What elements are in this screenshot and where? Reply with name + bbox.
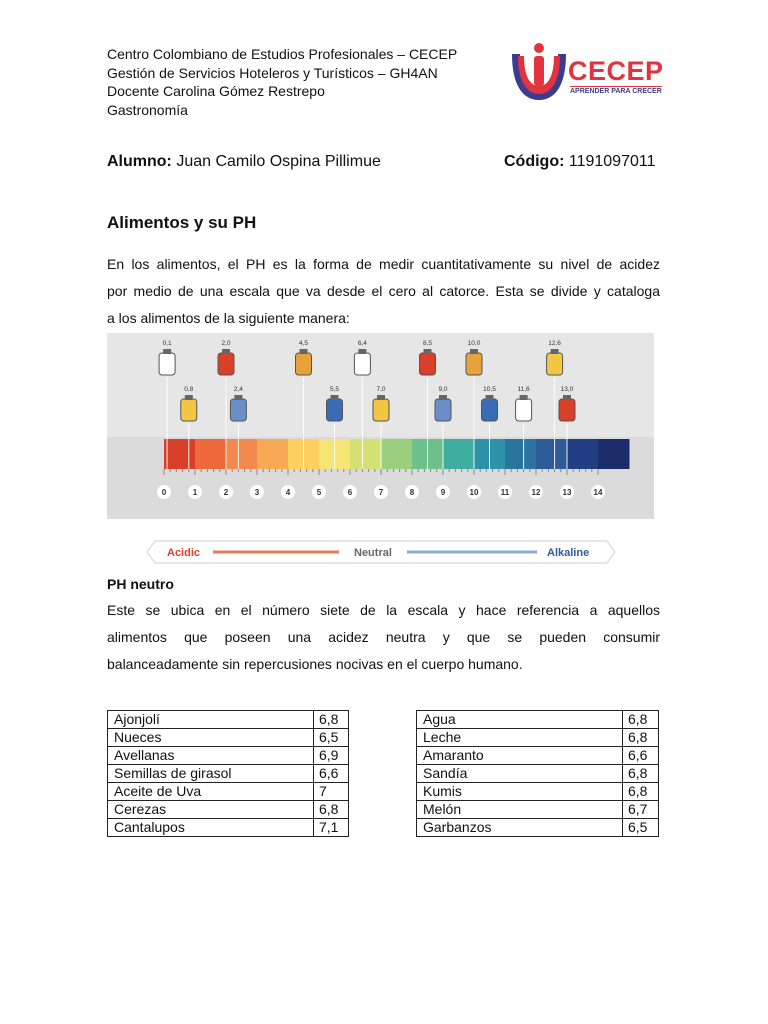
table-row [108, 729, 349, 747]
logo-rule [570, 86, 662, 87]
acid-alkaline-arrow [147, 541, 615, 563]
table-row [108, 819, 349, 837]
ph-value-label: 5,5 [329, 386, 340, 393]
ph-value-label: 10,0 [467, 340, 481, 347]
scale-number: 3 [254, 488, 260, 497]
ph-value-cell: 6,6 [314, 765, 349, 783]
ph-table-right [416, 710, 659, 837]
food-name-cell: Avellanas [108, 747, 314, 765]
table-row [417, 711, 659, 729]
table-row [417, 765, 659, 783]
ph-value-label: 2,4 [233, 386, 243, 393]
ph-value-label: 9,0 [438, 386, 448, 393]
ph-value-label: 6,4 [357, 340, 367, 347]
scale-number: 5 [316, 488, 322, 497]
table-row [417, 729, 659, 747]
hand-soap-icon [466, 349, 482, 375]
institution-name: Centro Colombiano de Estudios Profesionales – CECEP [107, 46, 458, 62]
ph-value-label: 11,6 [517, 386, 530, 393]
program-name: Gestión de Servicios Hoteleros y Turísticos – GH4AN [107, 65, 438, 81]
ph-value-cell: 6,6 [623, 747, 659, 765]
paragraph-line: balanceadamente sin repercusiones nocivas en el cuerpo humano. [107, 656, 523, 672]
food-name-cell: Melón [417, 801, 623, 819]
code-label: Código: [504, 153, 565, 170]
ph-scale-graphic [107, 333, 654, 571]
alkaline-label: Alkaline [547, 547, 590, 559]
food-name-cell: Aceite de Uva [108, 783, 314, 801]
food-name-cell: Kumis [417, 783, 623, 801]
tomato-icon [296, 349, 312, 375]
battery-acid-bottle-icon [159, 349, 175, 375]
cecep-logo [508, 42, 664, 104]
ph-value-cell: 7 [314, 783, 349, 801]
table-row [108, 711, 349, 729]
bleach-jug-icon [547, 349, 563, 375]
neutral-paragraph [107, 597, 660, 678]
paragraph-line: a los alimentos de la siguiente manera: [107, 310, 350, 326]
table-row [417, 783, 659, 801]
scale-number: 1 [192, 488, 198, 497]
table-row [108, 783, 349, 801]
ph-value-label: 2,0 [221, 340, 231, 347]
ph-value-cell: 7,1 [314, 819, 349, 837]
code-line [504, 153, 655, 171]
ph-value-label: 0,8 [184, 386, 194, 393]
ph-scale-figure [107, 333, 654, 571]
scale-number: 9 [440, 488, 446, 497]
ammonia-bottle-icon [516, 395, 532, 421]
drain-cleaner-icon [559, 395, 575, 421]
ph-color-band [567, 439, 599, 469]
table-row [108, 801, 349, 819]
antacid-bottle-icon [482, 395, 498, 421]
ph-value-label: 0,1 [162, 340, 172, 347]
ph-color-band [381, 439, 413, 469]
intro-paragraph [107, 251, 660, 332]
logo-wordmark: CECEP [568, 56, 664, 86]
scale-number: 10 [469, 488, 479, 497]
ph-value-cell: 6,8 [314, 801, 349, 819]
scale-number: 2 [223, 488, 229, 497]
food-name-cell: Cantalupos [108, 819, 314, 837]
ph-value-label: 7,0 [376, 386, 386, 393]
subsection-title: PH neutro [107, 576, 174, 592]
student-code: 1191097011 [568, 153, 656, 170]
food-name-cell: Garbanzos [417, 819, 623, 837]
rain-cloud-icon [327, 395, 343, 421]
subject-name: Gastronomía [107, 102, 188, 118]
food-name-cell: Ajonjolí [108, 711, 314, 729]
scale-number: 7 [378, 488, 384, 497]
ph-value-cell: 6,9 [314, 747, 349, 765]
car-battery-icon [181, 395, 197, 421]
lemon-icon [218, 349, 234, 375]
ph-color-band [350, 439, 382, 469]
food-name-cell: Semillas de girasol [108, 765, 314, 783]
paragraph-line: alimentos que poseen una acidez neutra y que se pueden consumir [107, 629, 660, 645]
scale-number: 11 [500, 488, 510, 497]
ph-color-band [536, 439, 568, 469]
egg-icon [420, 349, 436, 375]
food-name-cell: Cerezas [108, 801, 314, 819]
student-label: Alumno: [107, 153, 172, 170]
scale-number: 8 [409, 488, 415, 497]
paragraph-line: por medio de una escala que va desde el cero al catorce. Esta se divide y cataloga [107, 283, 660, 299]
neutral-label: Neutral [354, 547, 392, 559]
water-tap-icon [373, 395, 389, 421]
ph-color-band [226, 439, 258, 469]
table-row [417, 819, 659, 837]
paragraph-line: En los alimentos, el PH es la forma de medir cuantitativamente su nivel de acidez [107, 256, 660, 272]
ph-color-band [164, 439, 196, 469]
ph-value-label: 13,0 [560, 386, 574, 393]
food-name-cell: Leche [417, 729, 623, 747]
ph-color-band [505, 439, 537, 469]
scale-number: 4 [285, 488, 291, 497]
ph-value-cell: 6,7 [623, 801, 659, 819]
ph-color-band [598, 439, 630, 469]
food-name-cell: Amaranto [417, 747, 623, 765]
ph-value-label: 10,5 [483, 386, 496, 393]
table-row [108, 765, 349, 783]
teacher-name: Docente Carolina Gómez Restrepo [107, 83, 325, 99]
ph-value-cell: 6,5 [623, 819, 659, 837]
acidic-label: Acidic [167, 547, 201, 559]
table-row [417, 747, 659, 765]
student-line [107, 153, 381, 171]
ph-value-label: 8,5 [422, 340, 433, 347]
milk-carton-icon [354, 349, 370, 375]
paragraph-line: Este se ubica en el número siete de la escala y hace referencia a aquellos [107, 602, 660, 618]
ph-color-band [443, 439, 475, 469]
ph-value-cell: 6,8 [623, 765, 659, 783]
section-title: Alimentos y su PH [107, 213, 257, 232]
table-row [417, 801, 659, 819]
ph-value-cell: 6,8 [623, 783, 659, 801]
ph-value-cell: 6,8 [623, 729, 659, 747]
scale-number: 14 [593, 488, 603, 497]
food-name-cell: Sandía [417, 765, 623, 783]
scale-number: 6 [347, 488, 353, 497]
scale-number: 13 [562, 488, 572, 497]
baking-soda-box-icon [435, 395, 451, 421]
ph-value-cell: 6,8 [314, 711, 349, 729]
ph-value-label: 12,6 [548, 340, 561, 347]
scale-number: 0 [161, 488, 167, 497]
ph-value-cell: 6,5 [314, 729, 349, 747]
ph-table-left [107, 710, 349, 837]
ph-color-band [195, 439, 227, 469]
logo-tagline: APRENDER PARA CRECER [570, 88, 662, 95]
student-name: Juan Camilo Ospina Pillimue [176, 153, 381, 170]
ph-value-cell: 6,8 [623, 711, 659, 729]
food-name-cell: Agua [417, 711, 623, 729]
scale-number: 12 [531, 488, 541, 497]
table-row [108, 747, 349, 765]
ph-color-band [257, 439, 289, 469]
vinegar-bottle-icon [230, 395, 246, 421]
ph-value-label: 4,5 [298, 340, 309, 347]
food-name-cell: Nueces [108, 729, 314, 747]
